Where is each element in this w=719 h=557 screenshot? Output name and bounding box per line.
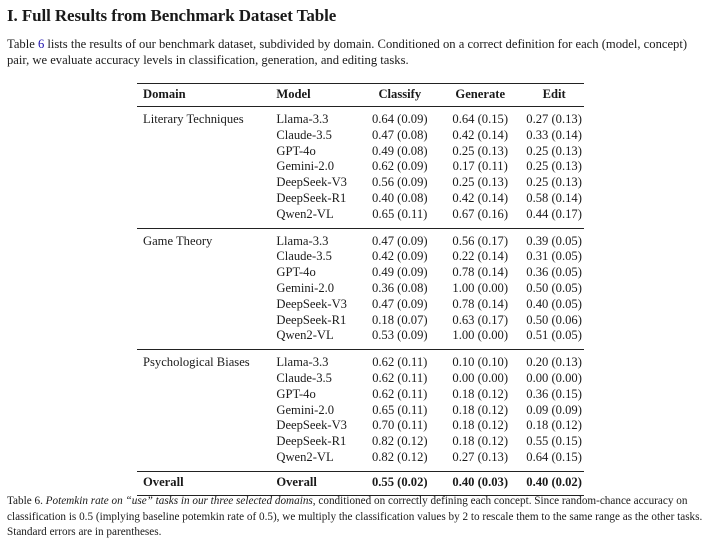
model-cell: GPT-4o (276, 143, 316, 158)
edit-cell: 0.50 (0.05) (526, 280, 582, 295)
generate-cell: 0.25 (0.13) (452, 175, 509, 190)
caption-label: Table 6. (7, 495, 46, 507)
table-row (137, 350, 584, 371)
model-cell: Claude-3.5 (276, 370, 332, 385)
domain-cell (137, 191, 276, 207)
model-cell: Qwen2-VL (276, 328, 334, 343)
results-table-container (137, 83, 584, 496)
edit-cell: 0.25 (0.13) (526, 159, 582, 174)
edit-cell: 0.55 (0.15) (526, 434, 582, 449)
table-row (137, 207, 584, 228)
model-cell: Gemini-2.0 (276, 402, 335, 417)
table-caption (7, 494, 712, 541)
table-row (137, 297, 584, 313)
table-row (137, 434, 584, 450)
generate-cell: 0.00 (0.00) (452, 370, 509, 385)
domain-cell (137, 207, 276, 228)
model-cell: Llama-3.3 (276, 233, 329, 248)
intro-text-rest: lists the results of our benchmark dataset, subdivided by domain. Conditioned on a correct definition for each (model, concept) pair, we evaluate accuracy levels in classification, generation, and editing tasks. (7, 37, 688, 67)
model-cell: DeepSeek-R1 (276, 190, 347, 205)
generate-cell: 0.10 (0.10) (452, 355, 509, 370)
classify-cell: 0.65 (0.11) (372, 402, 428, 417)
domain-cell (137, 450, 276, 471)
model-cell: GPT-4o (276, 265, 316, 280)
generate-cell: 0.17 (0.11) (452, 159, 508, 174)
model-cell: Gemini-2.0 (276, 159, 335, 174)
classify-cell: 0.62 (0.11) (372, 355, 428, 370)
model-cell: Claude-3.5 (276, 127, 332, 142)
table-row (137, 403, 584, 419)
generate-cell: 0.56 (0.17) (452, 233, 509, 248)
classify-cell: 0.56 (0.09) (371, 175, 428, 190)
classify-cell: 0.40 (0.08) (371, 190, 428, 205)
table-row (137, 387, 584, 403)
generate-cell: 0.42 (0.14) (452, 127, 509, 142)
table-row (137, 418, 584, 434)
model-cell: Qwen2-VL (276, 206, 334, 221)
column-header-domain: Domain (143, 87, 186, 102)
domain-cell (137, 418, 276, 434)
generate-cell: 0.67 (0.16) (452, 206, 509, 221)
classify-cell: 0.64 (0.09) (371, 112, 428, 126)
edit-cell: 0.40 (0.05) (526, 296, 582, 311)
table-row (137, 371, 584, 387)
classify-cell: 0.70 (0.11) (372, 418, 428, 433)
classify-cell: 0.82 (0.12) (371, 449, 428, 464)
overall-model-cell: Overall (276, 475, 317, 490)
classify-cell: 0.18 (0.07) (371, 312, 428, 327)
table-row (137, 249, 584, 265)
caption-body: , conditioned on correctly defining each concept. Since random-chance accuracy on classification is 0.5 (implying baseline potemkin rate of 0.5), we multiply the classification values by 2 to rescale them to the same range as the other tasks. Standard errors are in parentheses. (7, 495, 703, 538)
table-row (137, 313, 584, 329)
generate-cell: 0.18 (0.12) (452, 418, 509, 433)
overall-domain-cell: Overall (143, 475, 184, 490)
column-header-classify: Classify (378, 87, 422, 102)
classify-cell: 0.82 (0.12) (371, 434, 428, 449)
model-cell: DeepSeek-V3 (276, 175, 347, 190)
generate-cell: 0.27 (0.13) (452, 449, 509, 464)
classify-cell: 0.36 (0.08) (371, 280, 428, 295)
generate-cell: 0.22 (0.14) (452, 249, 509, 264)
edit-cell: 0.36 (0.05) (526, 265, 582, 280)
table-row (137, 144, 584, 160)
table-reference-link[interactable]: 6 (37, 37, 45, 51)
model-cell: Claude-3.5 (276, 249, 332, 264)
classify-cell: 0.62 (0.11) (372, 370, 428, 385)
table-row (137, 281, 584, 297)
section-heading: I. Full Results from Benchmark Dataset Table (7, 6, 337, 25)
model-cell: Gemini-2.0 (276, 280, 335, 295)
generate-cell: 0.64 (0.15) (452, 112, 509, 126)
edit-cell: 0.25 (0.13) (526, 175, 582, 190)
table-row (137, 107, 584, 128)
classify-cell: 0.47 (0.08) (371, 127, 428, 142)
table-body (137, 107, 584, 472)
domain-cell (137, 371, 276, 387)
generate-cell: 0.78 (0.14) (452, 265, 509, 280)
column-header-model: Model (276, 87, 311, 102)
model-cell: DeepSeek-V3 (276, 418, 347, 433)
edit-cell: 0.27 (0.13) (526, 112, 582, 126)
model-cell: DeepSeek-R1 (276, 312, 347, 327)
results-table (137, 83, 584, 496)
domain-cell (137, 387, 276, 403)
generate-cell: 1.00 (0.00) (452, 280, 509, 295)
table-row (137, 265, 584, 281)
caption-title: Potemkin rate on “use” tasks in our three selected domains (45, 495, 313, 507)
domain-cell (137, 265, 276, 281)
edit-cell: 0.58 (0.14) (526, 190, 582, 205)
table-row (137, 450, 584, 471)
table-row (137, 175, 584, 191)
generate-cell: 0.42 (0.14) (452, 190, 509, 205)
generate-cell: 0.63 (0.17) (452, 312, 509, 327)
domain-cell (137, 249, 276, 265)
domain-cell: Literary Techniques (143, 112, 244, 126)
edit-cell: 0.18 (0.12) (526, 418, 582, 433)
model-cell: GPT-4o (276, 386, 316, 401)
table-header-row (137, 84, 584, 107)
classify-cell: 0.49 (0.08) (371, 143, 428, 158)
edit-cell: 0.51 (0.05) (526, 328, 582, 343)
edit-cell: 0.33 (0.14) (526, 127, 582, 142)
edit-cell: 0.36 (0.15) (526, 386, 582, 401)
classify-cell: 0.49 (0.09) (371, 265, 428, 280)
domain-cell: Game Theory (143, 233, 213, 248)
table-row (137, 191, 584, 207)
generate-cell: 0.18 (0.12) (452, 402, 509, 417)
generate-cell: 0.25 (0.13) (452, 143, 509, 158)
table-row (137, 159, 584, 175)
overall-generate-cell: 0.40 (0.03) (452, 475, 509, 490)
edit-cell: 0.50 (0.06) (526, 312, 582, 327)
model-cell: Llama-3.3 (276, 355, 329, 370)
edit-cell: 0.00 (0.00) (526, 370, 582, 385)
edit-cell: 0.25 (0.13) (526, 143, 582, 158)
domain-cell (137, 434, 276, 450)
classify-cell: 0.42 (0.09) (371, 249, 428, 264)
generate-cell: 0.18 (0.12) (452, 386, 509, 401)
intro-text-start: Table (7, 37, 38, 51)
domain-cell (137, 175, 276, 191)
classify-cell: 0.47 (0.09) (371, 233, 428, 248)
model-cell: Llama-3.3 (276, 112, 329, 126)
classify-cell: 0.47 (0.09) (371, 296, 428, 311)
domain-cell (137, 297, 276, 313)
model-cell: Qwen2-VL (276, 449, 334, 464)
edit-cell: 0.39 (0.05) (526, 233, 582, 248)
domain-cell (137, 403, 276, 419)
edit-cell: 0.09 (0.09) (526, 402, 582, 417)
column-header-edit: Edit (542, 87, 566, 102)
domain-cell (137, 328, 276, 349)
domain-cell (137, 159, 276, 175)
model-cell: DeepSeek-R1 (276, 434, 347, 449)
edit-cell: 0.31 (0.05) (526, 249, 582, 264)
edit-cell: 0.20 (0.13) (526, 355, 582, 370)
edit-cell: 0.64 (0.15) (526, 449, 582, 464)
generate-cell: 1.00 (0.00) (452, 328, 509, 343)
classify-cell: 0.53 (0.09) (371, 328, 428, 343)
column-header-generate: Generate (455, 87, 506, 102)
model-cell: DeepSeek-V3 (276, 296, 347, 311)
classify-cell: 0.62 (0.09) (371, 159, 428, 174)
domain-cell (137, 281, 276, 297)
overall-classify-cell: 0.55 (0.02) (371, 475, 428, 490)
overall-row (137, 471, 584, 495)
domain-cell: Psychological Biases (143, 355, 250, 370)
domain-cell (137, 313, 276, 329)
overall-edit-cell: 0.40 (0.02) (526, 475, 582, 490)
generate-cell: 0.18 (0.12) (452, 434, 509, 449)
table-row (137, 128, 584, 144)
classify-cell: 0.62 (0.11) (372, 386, 428, 401)
edit-cell: 0.44 (0.17) (526, 206, 582, 221)
domain-cell (137, 144, 276, 160)
table-row (137, 228, 584, 249)
table-row (137, 328, 584, 349)
intro-paragraph (7, 36, 712, 68)
domain-cell (137, 128, 276, 144)
classify-cell: 0.65 (0.11) (372, 206, 428, 221)
generate-cell: 0.78 (0.14) (452, 296, 509, 311)
